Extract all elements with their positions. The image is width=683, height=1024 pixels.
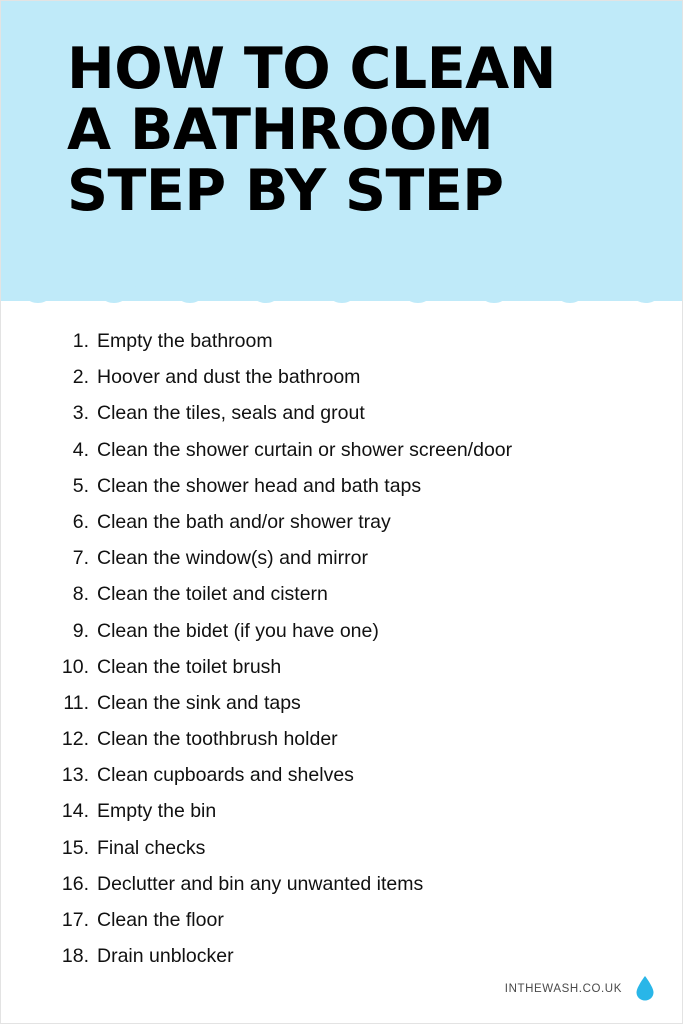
list-item-label: Clean the bath and/or shower tray [97,510,391,533]
list-item-label: Clean the toothbrush holder [97,728,338,751]
list-item [61,721,683,757]
list-item-label: Clean the window(s) and mirror [97,547,368,570]
list-item-label: Declutter and bin any unwanted items [97,872,424,895]
list-item [61,757,683,793]
list-item-label: Empty the bin [97,800,217,823]
list-item-number: 11. [63,691,89,714]
list-item [61,793,683,829]
list-item [72,576,683,612]
list-item-number: 6. [72,510,89,533]
list-item [72,540,683,576]
list-item [72,613,683,649]
list-item-number: 14. [61,800,89,823]
list-item-number: 7. [72,547,89,570]
list-item-number: 12. [61,728,89,751]
list-item [72,504,683,540]
list-item-number: 4. [72,438,89,461]
brand-text: INTHEWASH.CO.UK [504,983,622,995]
list-item [63,685,683,721]
list-item-label: Empty the bathroom [97,330,273,352]
list-item [61,649,683,685]
footer [1,967,683,1007]
list-item-label: Clean cupboards and shelves [97,764,354,787]
list-item-number: 13. [61,764,89,787]
steps-list-container [1,323,683,974]
list-item-number: 10. [61,655,89,678]
page-title-line-1: HOW TO CLEAN [67,36,556,102]
list-item-label: Hoover and dust the bathroom [97,366,361,389]
list-item-number: 5. [72,474,89,497]
list-item-label: Clean the shower head and bath taps [97,474,422,497]
list-item [61,830,683,866]
list-item-label: Clean the toilet brush [97,655,282,678]
list-item-label: Drain unblocker [97,945,234,968]
list-item-number: 15. [61,836,89,859]
list-item-number: 3. [72,402,89,425]
water-drop-icon [634,975,656,1001]
page-title-line-2: A BATHROOM [67,96,494,163]
list-item-number: 18. [61,945,89,968]
list-item [72,468,683,504]
list-item-number: 1. [72,330,89,352]
list-item-label: Clean the sink and taps [97,691,301,714]
wave-divider [1,263,683,307]
list-item [72,359,683,395]
list-item [72,432,683,468]
steps-list [1,323,683,974]
list-item-label: Final checks [97,836,206,859]
list-item [61,902,683,938]
header-band [1,1,683,301]
list-item-label: Clean the shower curtain or shower screen/door [97,438,513,461]
list-item-number: 9. [72,619,89,642]
list-item [61,866,683,902]
list-item-label: Clean the bidet (if you have one) [97,619,379,642]
list-item-number: 17. [61,909,89,931]
list-item [72,323,683,359]
list-item-label: Clean the tiles, seals and grout [97,402,365,425]
list-item-number: 2. [72,366,89,389]
list-item [72,395,683,431]
list-item-label: Clean the floor [97,909,224,931]
page-title [67,36,667,224]
list-item-number: 16. [61,872,89,895]
list-item-number: 8. [72,583,89,606]
list-item-label: Clean the toilet and cistern [97,583,328,606]
title-block [67,36,667,224]
page-title-line-3: STEP BY STEP [67,157,504,224]
